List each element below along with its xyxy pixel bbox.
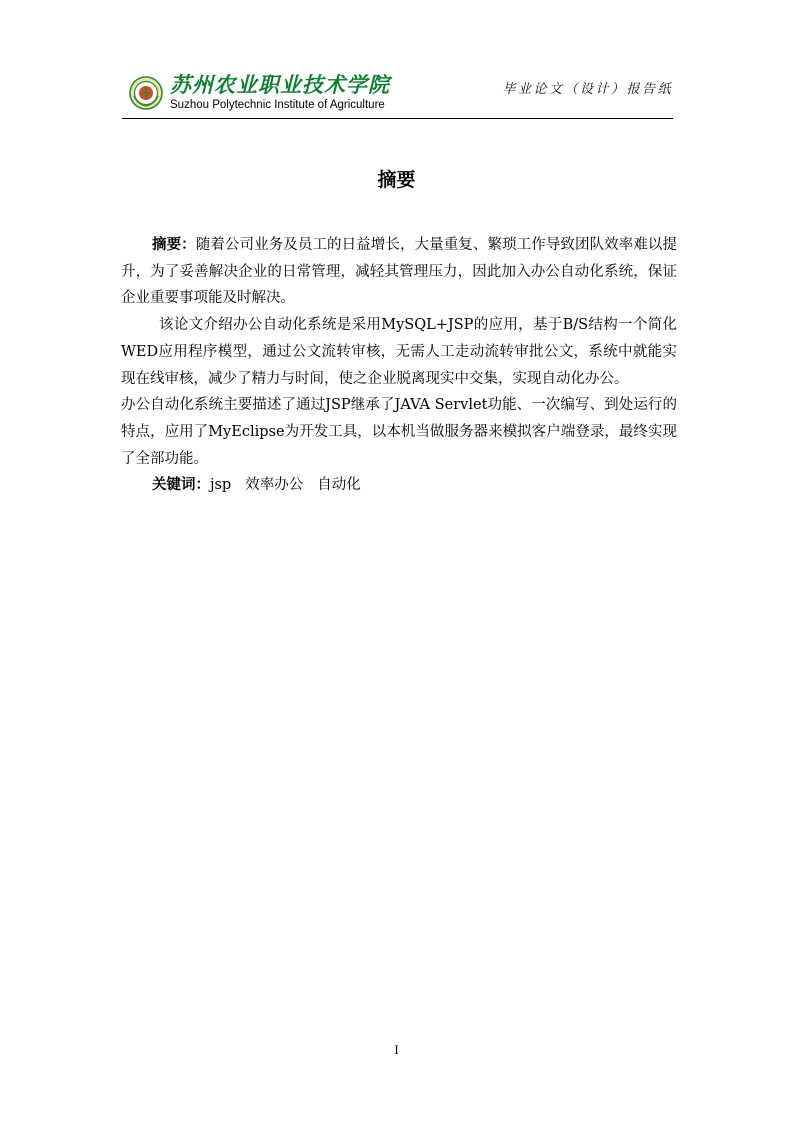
- header-divider: [122, 118, 673, 119]
- keyword-item: 自动化: [317, 477, 361, 494]
- keyword-item: jsp: [210, 477, 232, 494]
- keyword-item: 效率办公: [245, 477, 304, 494]
- page-title: 摘要: [377, 169, 416, 191]
- abstract-label: 摘要：: [152, 237, 196, 253]
- school-name-en: Suzhou Polytechnic Institute of Agriculture: [170, 99, 385, 111]
- school-emblem-icon: [129, 76, 163, 110]
- page-number: I: [394, 1042, 399, 1057]
- keywords-line: [121, 472, 677, 499]
- abstract-body: [121, 232, 677, 499]
- abstract-paragraph-2: [121, 312, 677, 392]
- document-type: 毕业论文（设计）报告纸: [502, 82, 673, 97]
- abstract-p3-text: 办公自动化系统主要描述了通过JSP继承了JAVA Servlet功能、一次编写、到处运行的特点，应用了MyEclipse为开发工具，以本机当做服务器来模拟客户端登录，最终实现了全部功能。: [121, 397, 677, 467]
- page-header: [122, 70, 673, 120]
- abstract-paragraph-1: [121, 232, 677, 312]
- abstract-p2-text: 该论文介绍办公自动化系统是采用MySQL+JSP的应用，基于B/S结构一个简化WED应用程序模型，通过公文流转审核，无需人工走动流转审批公文，系统中就能实现在线审核，减少了精力与时间，使之企业脱离现实中交集，实现自动化办公。: [121, 317, 677, 387]
- abstract-p1-text: 随着公司业务及员工的日益增长，大量重复、繁琐工作导致团队效率难以提升，为了妥善解决企业的日常管理，减轻其管理压力，因此加入办公自动化系统，保证企业重要事项能及时解决。: [121, 237, 678, 307]
- abstract-paragraph-3: [121, 392, 677, 472]
- school-name-cn: 苏州农业职业技术学院: [170, 72, 390, 97]
- keywords-label: 关键词：: [152, 477, 210, 494]
